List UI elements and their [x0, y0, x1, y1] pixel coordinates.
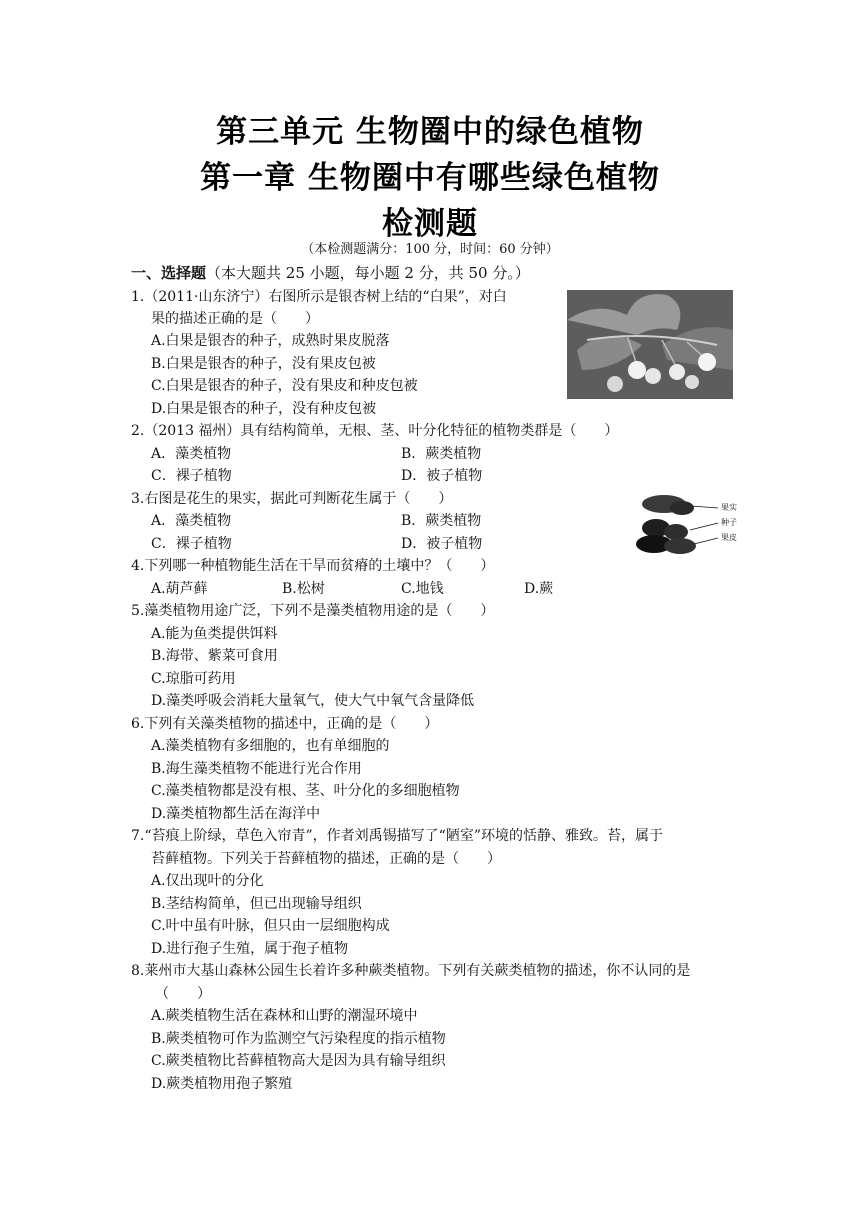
- question-4-option-c: C.地钱: [401, 581, 444, 597]
- question-7-stem: 7.“苔痕上阶绿，草色入帘青”，作者刘禹锡描写了“陋室”环境的恬静、雅致。苔，属于: [131, 828, 663, 844]
- question-5-option-d: D.藻类呼吸会消耗大量氧气，使大气中氧气含量降低: [151, 693, 475, 709]
- question-3-stem: 3.右图是花生的果实，据此可判断花生属于（ ）: [131, 491, 453, 507]
- section-desc: （本大题共 25 小题，每小题 2 分，共 50 分。）: [206, 264, 530, 282]
- peanut-figure: [632, 492, 744, 556]
- question-5-stem: 5.藻类植物用途广泛，下列不是藻类植物用途的是（ ）: [131, 603, 495, 619]
- question-8-option-c: C.蕨类植物比苔藓植物高大是因为具有输导组织: [151, 1053, 446, 1069]
- question-7-option-c: C.叶中虽有叶脉，但只由一层细胞构成: [151, 918, 390, 934]
- question-6-stem: 6.下列有关藻类植物的描述中，正确的是（ ）: [131, 716, 439, 732]
- question-4-option-b: B.松树: [282, 581, 325, 597]
- question-7-option-a: A.仅出现叶的分化: [151, 873, 264, 889]
- question-8-stem: 8.莱州市大基山森林公园生长着许多种蕨类植物。下列有关蕨类植物的描述，你不认同的是: [131, 963, 691, 979]
- question-1-stem: 1.（2011·山东济宁）右图所示是银杏树上结的“白果”，对白: [131, 289, 507, 305]
- question-7-option-b: B.茎结构简单，但已出现输导组织: [151, 896, 362, 912]
- question-1-option-d: D.白果是银杏的种子，没有种皮包被: [151, 401, 377, 417]
- question-6-option-c: C.藻类植物都是没有根、茎、叶分化的多细胞植物: [151, 783, 460, 799]
- question-1-stem-cont: 果的描述正确的是（ ）: [151, 311, 319, 327]
- peanut-label-fruit: 果实: [721, 503, 737, 512]
- question-8-option-b: B.蕨类植物可作为监测空气污染程度的指示植物: [151, 1031, 446, 1047]
- question-3-option-b: B．蕨类植物: [401, 513, 482, 529]
- question-2-option-d: D．被子植物: [401, 468, 483, 484]
- question-8-option-a: A.蕨类植物生活在森林和山野的潮湿环境中: [151, 1008, 418, 1024]
- question-6-option-d: D.藻类植物都生活在海洋中: [151, 806, 321, 822]
- question-3-option-d: D．被子植物: [401, 536, 483, 552]
- question-8-stem-cont: （ ）: [155, 986, 211, 1002]
- section-label: 一、选择题: [131, 264, 207, 282]
- exam-note: （本检测题满分：100 分，时间：60 分钟）: [301, 242, 559, 257]
- question-6-option-a: A.藻类植物有多细胞的，也有单细胞的: [151, 738, 390, 754]
- question-5-option-a: A.能为鱼类提供饵料: [151, 626, 278, 642]
- question-2-option-b: B．蕨类植物: [401, 446, 482, 462]
- question-3-option-c: C．裸子植物: [151, 536, 232, 552]
- chapter-title: 第一章 生物圈中有哪些绿色植物: [200, 160, 660, 196]
- test-title: 检测题: [382, 206, 478, 242]
- question-7-stem-cont: 苔藓植物。下列关于苔藓植物的描述，正确的是（ ）: [151, 851, 501, 867]
- question-2-option-c: C．裸子植物: [151, 468, 232, 484]
- question-6-option-b: B.海生藻类植物不能进行光合作用: [151, 761, 362, 777]
- question-1-option-a: A.白果是银杏的种子，成熟时果皮脱落: [151, 333, 390, 349]
- unit-title: 第三单元 生物圈中的绿色植物: [216, 114, 644, 150]
- ginkgo-photo: [567, 290, 733, 399]
- question-4-option-a: A.葫芦藓: [151, 581, 208, 597]
- question-5-option-b: B.海带、紫菜可食用: [151, 648, 278, 664]
- question-4-stem: 4.下列哪一种植物能生活在干旱而贫瘠的土壤中？（ ）: [131, 558, 495, 574]
- section-heading: [131, 263, 530, 283]
- question-1-option-c: C.白果是银杏的种子，没有果皮和种皮包被: [151, 378, 418, 394]
- peanut-label-seed: 种子: [721, 518, 737, 527]
- question-3-option-a: A．藻类植物: [151, 513, 232, 529]
- question-8-option-d: D.蕨类植物用孢子繁殖: [151, 1076, 293, 1092]
- question-1-option-b: B.白果是银杏的种子，没有果皮包被: [151, 356, 376, 372]
- peanut-label-pericarp: 果皮: [721, 533, 737, 542]
- question-7-option-d: D.进行孢子生殖，属于孢子植物: [151, 941, 349, 957]
- question-2-stem: 2.（2013 福州）具有结构简单，无根、茎、叶分化特征的植物类群是（ ）: [131, 423, 619, 439]
- question-4-option-d: D.蕨: [524, 581, 554, 597]
- question-5-option-c: C.琼脂可药用: [151, 671, 236, 687]
- question-2-option-a: A．藻类植物: [151, 446, 232, 462]
